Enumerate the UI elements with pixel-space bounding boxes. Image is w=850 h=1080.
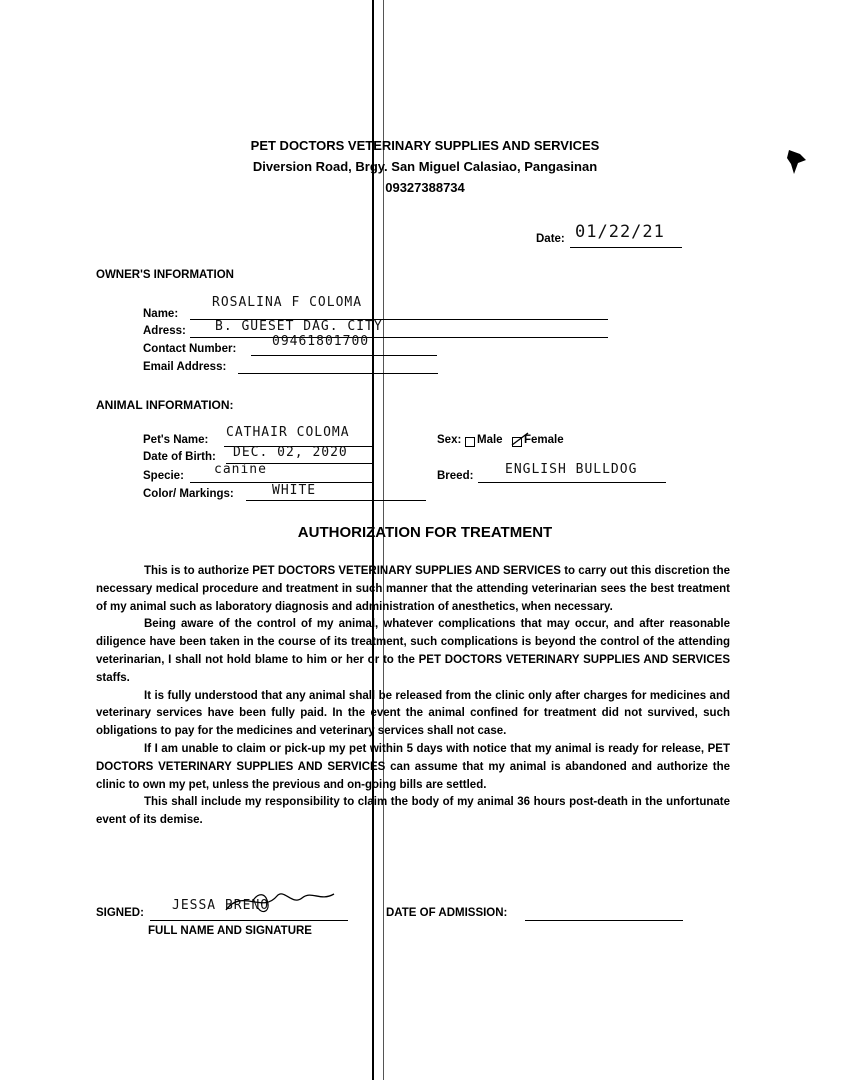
owner-email-underline bbox=[238, 373, 438, 374]
date-underline bbox=[570, 247, 682, 248]
owner-contact-label: Contact Number: bbox=[143, 343, 237, 355]
color-label: Color/ Markings: bbox=[143, 488, 234, 500]
owner-name-value[interactable]: ROSALINA F COLOMA bbox=[212, 295, 363, 310]
date-value[interactable]: 01/22/21 bbox=[575, 222, 665, 242]
authorization-paragraph-4: If I am unable to claim or pick-up my pet within 5 days with notice that my animal is ready for release, PET DOCTORS VETERINARY SUPPLIES AND SERVICES can assume that my animal is abandoned and authorize the clinic to own my pet, unless the previous and on-going bills are settled. bbox=[96, 742, 730, 791]
dob-value[interactable]: DEC. 02, 2020 bbox=[233, 445, 348, 460]
business-phone: 09327388734 bbox=[385, 180, 465, 195]
specie-label: Specie: bbox=[143, 470, 184, 482]
authorization-paragraph-2: Being aware of the control of my animal, whatever complications that may occur, and after reasonable diligence have been taken in the course of its treatment, such complications is beyond the control of the attending veterinarian, I shall not hold blame to him or her or to the PET DOCTORS VETERINARY SUPPLIES AND SERVICES staffs. bbox=[96, 618, 730, 684]
animal-section-title: ANIMAL INFORMATION: bbox=[96, 398, 234, 412]
owner-name-label: Name: bbox=[143, 308, 179, 320]
authorization-paragraph-1: This is to authorize PET DOCTORS VETERINARY SUPPLIES AND SERVICES to carry out this discretion the necessary medical procedure and treatment in such manner that the attending veterinarian sees the best treatment of my animal such as laboratory diagnosis and administration of anesthetics, when necessary. bbox=[96, 565, 730, 613]
owner-address-label: Adress: bbox=[143, 325, 186, 337]
authorization-paragraph-3: It is fully understood that any animal shall be released from the clinic only after charges for medicines and veterinary services have been fully paid. In the event the animal confined for treatment did not survived, such obligations to pay for the medicines and veterinary services shall not case. bbox=[96, 689, 730, 738]
admission-underline bbox=[525, 920, 683, 921]
breed-value[interactable]: ENGLISH BULLDOG bbox=[505, 462, 638, 477]
business-name: PET DOCTORS VETERINARY SUPPLIES AND SERVICES bbox=[250, 138, 600, 153]
sex-female-checkbox[interactable] bbox=[512, 437, 522, 447]
owner-address-underline bbox=[190, 337, 608, 338]
authorization-paragraph-5: This shall include my responsibility to claim the body of my animal 36 hours post-death in the unfortunate event of its demise. bbox=[96, 796, 730, 827]
signature-scribble bbox=[222, 884, 342, 918]
owner-contact-underline bbox=[251, 355, 437, 356]
owner-section-title: OWNER'S INFORMATION bbox=[96, 269, 234, 281]
authorization-body bbox=[96, 563, 730, 830]
specie-value[interactable]: canine bbox=[214, 462, 267, 477]
color-value[interactable]: WHITE bbox=[272, 483, 317, 498]
owner-address-value[interactable]: B. GUESET DAG. CITY bbox=[215, 319, 383, 334]
color-underline bbox=[246, 500, 426, 501]
signed-value[interactable]: JESSA BRENO bbox=[172, 898, 270, 913]
sex-male-checkbox[interactable] bbox=[465, 437, 475, 447]
authorization-title: AUTHORIZATION FOR TREATMENT bbox=[297, 524, 553, 541]
sex-male-label: Male bbox=[477, 434, 503, 446]
date-label: Date: bbox=[536, 233, 565, 245]
owner-contact-value[interactable]: 09461801700 bbox=[272, 334, 370, 349]
breed-underline bbox=[478, 482, 666, 483]
sex-female-label: Female bbox=[524, 434, 564, 446]
admission-label: DATE OF ADMISSION: bbox=[386, 907, 508, 919]
pet-name-value[interactable]: CATHAIR COLOMA bbox=[226, 425, 350, 440]
owner-email-label: Email Address: bbox=[143, 361, 227, 373]
signed-underline bbox=[150, 920, 348, 921]
breed-label: Breed: bbox=[437, 470, 474, 482]
business-address: Diversion Road, Brgy. San Miguel Calasiao, Pangasinan bbox=[252, 159, 598, 174]
dob-label: Date of Birth: bbox=[143, 451, 216, 463]
pet-name-label: Pet's Name: bbox=[143, 434, 209, 446]
signature-caption: FULL NAME AND SIGNATURE bbox=[148, 925, 312, 937]
signed-label: SIGNED: bbox=[96, 907, 144, 919]
sex-label: Sex: bbox=[437, 434, 462, 446]
